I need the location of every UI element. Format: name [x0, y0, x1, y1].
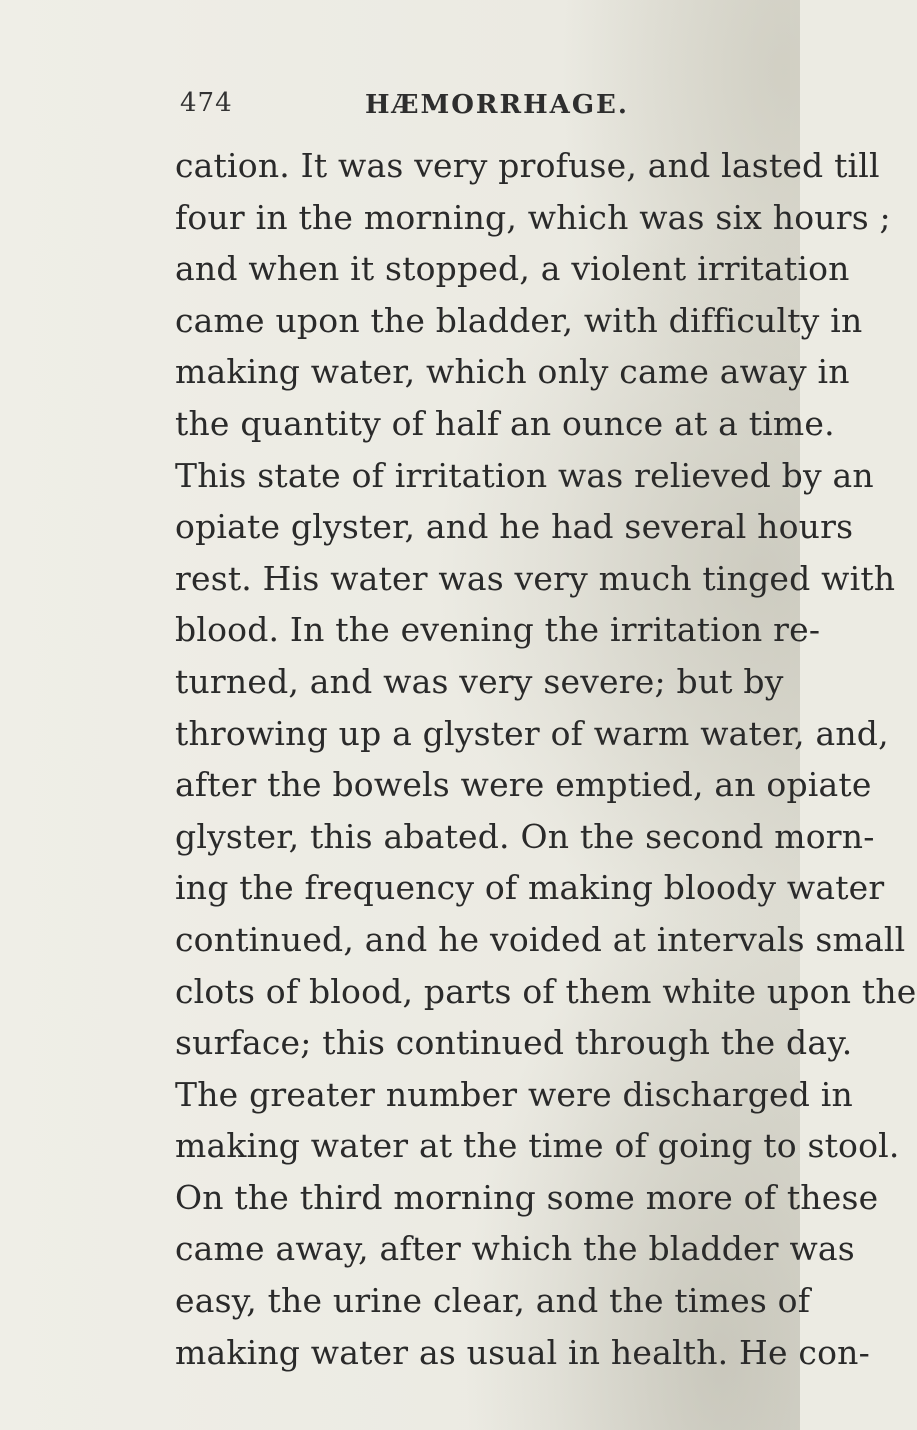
text-line: ing the frequency of making bloody water [175, 868, 885, 908]
text-line: came away, after which the bladder was [175, 1229, 855, 1269]
text-line: making water as usual in health. He con- [175, 1332, 870, 1372]
text-line: making water at the time of going to stool. [175, 1126, 900, 1166]
body-text [175, 140, 917, 1378]
text-line: This state of irritation was relieved by an [175, 455, 874, 495]
text-line: came upon the bladder, with difficulty in [175, 300, 863, 340]
running-head [180, 88, 760, 128]
text-line: glyster, this abated. On the second morn- [175, 816, 875, 856]
text-line: throwing up a glyster of warm water, and, [175, 713, 889, 753]
text-line: making water, which only came away in [175, 352, 850, 392]
text-line: four in the morning, which was six hours ; [175, 197, 891, 237]
text-line: turned, and was very severe; but by [175, 661, 784, 701]
text-line: rest. His water was very much tinged with [175, 558, 896, 598]
text-line: the quantity of half an ounce at a time. [175, 403, 835, 443]
text-line: The greater number were discharged in [175, 1074, 854, 1114]
text-line: opiate glyster, and he had several hours [175, 507, 854, 547]
text-line: clots of blood, parts of them white upon the [175, 971, 917, 1011]
running-title: HÆMORRHAGE. [365, 90, 629, 120]
text-line: cation. It was very profuse, and lasted till [175, 146, 880, 185]
text-line: On the third morning some more of these [175, 1177, 879, 1217]
text-line: blood. In the evening the irritation re- [175, 610, 821, 650]
text-line: and when it stopped, a violent irritation [175, 249, 850, 289]
text-line: continued, and he voided at intervals small [175, 919, 906, 959]
text-line: surface; this continued through the day. [175, 1023, 853, 1063]
text-line: easy, the urine clear, and the times of [175, 1281, 811, 1321]
text-line: after the bowels were emptied, an opiate [175, 765, 872, 805]
page-number: 474 [180, 88, 233, 118]
